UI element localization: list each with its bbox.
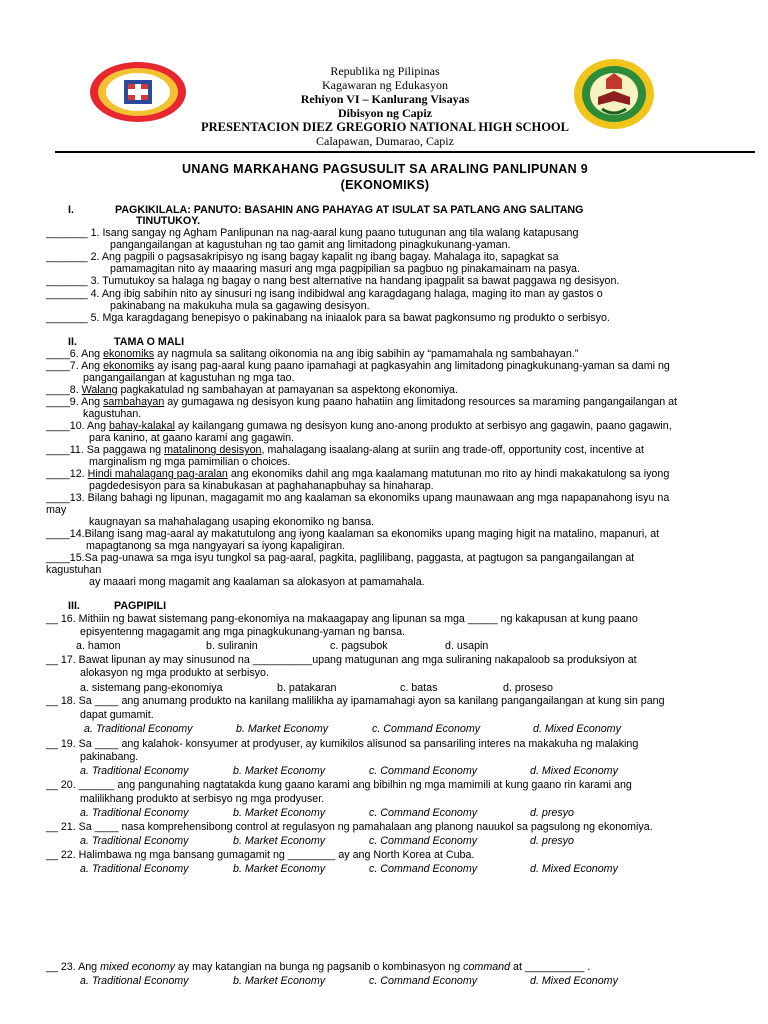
q22-option-d[interactable]: d. Mixed Economy	[530, 863, 618, 875]
item-15-wrap: kagustuhan	[46, 564, 102, 576]
item-15-cont: ay maaari mong magamit ang kaalaman sa alokasyon at pamamahala.	[89, 576, 425, 588]
q21-option-c[interactable]: c. Command Economy	[369, 835, 478, 847]
q20-option-a[interactable]: a. Traditional Economy	[80, 807, 189, 819]
question-19-cont: pakinabang.	[80, 751, 139, 763]
question-19: __ 19. Sa ____ ang kalahok- konsyumer at prodyuser, ay kumikilos alisunod sa pansariling interes na makakuha ng malaking	[46, 738, 639, 750]
question-22: __ 22. Halimbawa ng mga bansang gumagamit ng ________ ay ang North Korea at Cuba.	[46, 849, 475, 861]
q17-option-a[interactable]: a. sistemang pang-ekonomiya	[80, 682, 223, 694]
question-17: __ 17. Bawat lipunan ay may sinusunod na __________upang matugunan ang mga suliraning nakapaloob sa produksiyon at	[46, 654, 637, 666]
item-9-pre: ____9. Ang	[46, 396, 104, 408]
section1-number: I.	[68, 204, 74, 216]
item-7-key: ekonomiks	[103, 360, 155, 372]
q16-option-a[interactable]: a. hamon	[76, 640, 121, 652]
item-11-cont: marginalism ng mga pamimilian o choices.	[89, 456, 291, 468]
item-10-key: bahay-kalakal	[109, 420, 175, 432]
item-2: _______ 2. Ang pagpili o pagsasakripisyo ng isang bagay kapalit ng ibang bagay. Mahalaga ito, sapagkat sa	[46, 251, 559, 263]
q22-option-c[interactable]: c. Command Economy	[369, 863, 478, 875]
item-11-pre: ____11. Sa paggawa ng	[46, 444, 165, 456]
q22-option-a[interactable]: a. Traditional Economy	[80, 863, 189, 875]
item-7-pre: ____7. Ang	[46, 360, 104, 372]
q17-option-c[interactable]: c. batas	[400, 682, 438, 694]
item-12-cont: pagdedesisyon para sa kinabukasan at paghahanapbuhay sa hinaharap.	[89, 480, 434, 492]
q18-option-a[interactable]: a. Traditional Economy	[84, 723, 193, 735]
item-10-cont: para kanino, at gaano karami ang gagawin.	[89, 432, 294, 444]
question-23	[46, 961, 590, 973]
exam-title-line1: UNANG MARKAHANG PAGSUSULIT SA ARALING PANLIPUNAN 9	[182, 162, 588, 176]
item-3: _______ 3. Tumutukoy sa halaga ng bagay o nang best alternative na handang ipagpalit sa bawat paggawa ng desisyon.	[46, 275, 620, 287]
q19-option-c[interactable]: c. Command Economy	[369, 765, 478, 777]
item-4: _______ 4. Ang ibig sabihin nito ay sinusuri ng isang indibidwal ang karagdagang halaga, maging ito man ay gastos o	[46, 288, 603, 300]
item-7	[46, 360, 670, 372]
item-6-post: ay nagmula sa salitang oikonomia na ang ibig sabihin ay “pamamahala ng sambahayan.”	[154, 348, 579, 360]
item-10-post: ay kailangang gumawa ng desisyon kung ano-anong produkto at serbisyo ang gagawin, paano gagawin,	[174, 420, 672, 432]
q23-pre: __ 23. Ang	[46, 961, 101, 973]
item-13-wrap: may	[46, 504, 67, 516]
school-address: Calapawan, Dumarao, Capiz	[316, 134, 454, 148]
item-4-cont: pakinabang na makukuha mula sa gagawing desisyon.	[110, 300, 370, 312]
section2-number: II.	[68, 336, 77, 348]
item-9	[46, 396, 677, 408]
q18-option-c[interactable]: c. Command Economy	[372, 723, 481, 735]
item-9-post: ay gumagawa ng desisyon kung paano hahatiin ang limitadong resources sa maraming pangangailangan at	[164, 396, 678, 408]
item-7-cont: pangangailangan at kagustuhan ng mga tao.	[83, 372, 295, 384]
header-line-deped: Kagawaran ng Edukasyon	[322, 78, 448, 92]
section3-heading: PAGPIPILI	[114, 600, 167, 612]
question-18-cont: dapat gumamit.	[80, 709, 154, 721]
item-12-pre: ____12.	[46, 468, 88, 480]
item-2-cont: pamamagitan nito ay maaaring masuri ang mga pagpipilian sa pagbuo ng pinakamainam na pasya.	[110, 263, 580, 275]
item-12	[46, 468, 669, 480]
item-12-post: ang ekonomiks dahil ang mga kaalamang matutunan mo rito ay hindi makakatulong sa iyong	[227, 468, 670, 480]
q19-option-d[interactable]: d. Mixed Economy	[530, 765, 618, 777]
item-10-pre: ____10. Ang	[46, 420, 109, 432]
q23-option-d[interactable]: d. Mixed Economy	[530, 975, 618, 987]
q19-option-a[interactable]: a. Traditional Economy	[80, 765, 189, 777]
item-14-cont: mapagtanong sa mga nangyayari sa iyong kapaligiran.	[86, 540, 346, 552]
item-6-key: ekonomiks	[103, 348, 155, 360]
item-6	[46, 348, 578, 360]
item-10	[46, 420, 672, 432]
item-1: _______ 1. Isang sangay ng Agham Panlipunan na nag-aaral kung paano tutugunan ang tila walang katapusang	[46, 227, 579, 239]
q17-option-b[interactable]: b. patakaran	[277, 682, 337, 694]
school-name: PRESENTACION DIEZ GREGORIO NATIONAL HIGH SCHOOL	[200, 120, 569, 134]
exam-title-line2: (EKONOMIKS)	[340, 178, 430, 192]
question-20: __ 20. ______ ang pangunahing nagtatakda kung gaano karami ang bibilhin ng mga mamimili at kung gaano rin karami ang	[46, 779, 632, 791]
header-line-region: Rehiyon VI – Kanlurang Visayas	[300, 92, 470, 106]
q22-option-b[interactable]: b. Market Economy	[233, 863, 326, 875]
q23-term-mixed: mixed economy	[100, 961, 175, 973]
section1-instruction: PAGKIKILALA: PANUTO: BASAHIN ANG PAHAYAG AT ISULAT SA PATLANG ANG SALITANG	[115, 204, 584, 216]
question-16-cont: episyentenng magagamit ang mga pinagkukunang-yaman ng bansa.	[80, 626, 406, 638]
q23-option-b[interactable]: b. Market Economy	[233, 975, 326, 987]
question-16: __ 16. Mithiin ng bawat sistemang pang-ekonomiya na makaagapay ang lipunan sa mga _____ ng kakapusan at kung paano	[46, 613, 638, 625]
q23-post: at __________ .	[510, 961, 591, 973]
q16-option-d[interactable]: d. usapin	[445, 640, 489, 652]
header-line-division: Dibisyon ng Capiz	[337, 106, 433, 120]
question-20-cont: malilikhang produkto at serbisyo ng mga prodyuser.	[80, 793, 325, 805]
question-21: __ 21. Sa ____ nasa komprehensibong control at regulasyon ng pamahalaan ang planong nauukol sa pagsulong ng ekonomiya.	[46, 821, 653, 833]
q23-option-c[interactable]: c. Command Economy	[369, 975, 478, 987]
q21-option-a[interactable]: a. Traditional Economy	[80, 835, 189, 847]
q16-option-b[interactable]: b. suliranin	[206, 640, 258, 652]
q20-option-c[interactable]: c. Command Economy	[369, 807, 478, 819]
q23-mid: ay may katangian na bunga ng pagsanib o kombinasyon ng	[174, 961, 464, 973]
item-13: ____13. Bilang bahagi ng lipunan, magagamit mo ang kaalaman sa ekonomiks upang maunawaan ang mga napapanahong isyu na	[46, 492, 670, 504]
section3-number: III.	[68, 600, 80, 612]
question-17-cont: alokasyon ng mga produkto at serbisyo.	[80, 667, 269, 679]
exam-title	[100, 161, 670, 193]
item-8-pre: ____8.	[46, 384, 82, 396]
q17-option-d[interactable]: d. proseso	[503, 682, 553, 694]
header-line-republic: Republika ng Pilipinas	[330, 64, 440, 78]
question-18: __ 18. Sa ____ ang anumang produkto na kanilang malilikha ay ipamamahagi ayon sa kanilang pangangailangan at kung sin pang	[46, 695, 665, 707]
q23-term-command: command	[463, 961, 511, 973]
item-11-post: , mahalagang isaalang-alang at suriin ang trade-off, opportunity cost, incentive at	[261, 444, 644, 456]
item-8-key: Walang	[81, 384, 118, 396]
item-15: ____15.Sa pag-unawa sa mga isyu tungkol sa pag-aaral, pagkita, paglilibang, paggasta, at pagtugon sa pangangailangan at	[46, 552, 635, 564]
q21-option-b[interactable]: b. Market Economy	[233, 835, 326, 847]
item-9-cont: kagustuhan.	[83, 408, 142, 420]
q23-option-a[interactable]: a. Traditional Economy	[80, 975, 189, 987]
q18-option-b[interactable]: b. Market Economy	[236, 723, 329, 735]
item-11	[46, 444, 644, 456]
item-14: ____14.Bilang isang mag-aaral ay makatutulong ang iyong kaalaman sa ekonomiks upang maging higit na matalino, mapanuri, at	[46, 528, 660, 540]
q20-option-d[interactable]: d. presyo	[530, 807, 574, 819]
item-8-post: pagkakatulad ng sambahayan at pamayanan sa aspektong ekonomiya.	[117, 384, 458, 396]
section2-heading: TAMA O MALI	[114, 336, 185, 348]
q19-option-b[interactable]: b. Market Economy	[233, 765, 326, 777]
item-9-key: sambahayan	[103, 396, 165, 408]
header-divider	[55, 151, 755, 153]
q18-option-d[interactable]: d. Mixed Economy	[533, 723, 621, 735]
item-8	[46, 384, 458, 396]
item-7-post: ay isang pag-aaral kung paano ipamahagi at pagkasyahin ang limitadong pinagkukunang-yaman sa dami ng	[154, 360, 670, 372]
item-1-cont: pangangailangan at kagustuhan ng tao gamit ang limitadong pinagkukunang-yaman.	[110, 239, 511, 251]
q20-option-b[interactable]: b. Market Economy	[233, 807, 326, 819]
item-6-pre: ____6. Ang	[46, 348, 104, 360]
q21-option-d[interactable]: d. presyo	[530, 835, 574, 847]
item-13-cont: kaugnayan sa mahahalagang usaping ekonomiko ng bansa.	[89, 516, 375, 528]
item-5: _______ 5. Mga karagdagang benepisyo o pakinabang na iniaalok para sa bawat pagkonsumo ng produkto o serbisyo.	[46, 312, 610, 324]
q16-option-c[interactable]: c. pagsubok	[330, 640, 388, 652]
item-11-key: matalinong desisyon	[164, 444, 262, 456]
section1-instruction-cont: TINUTUKOY.	[136, 215, 201, 227]
item-12-key: Hindi mahalagang pag-aralan	[87, 468, 228, 480]
